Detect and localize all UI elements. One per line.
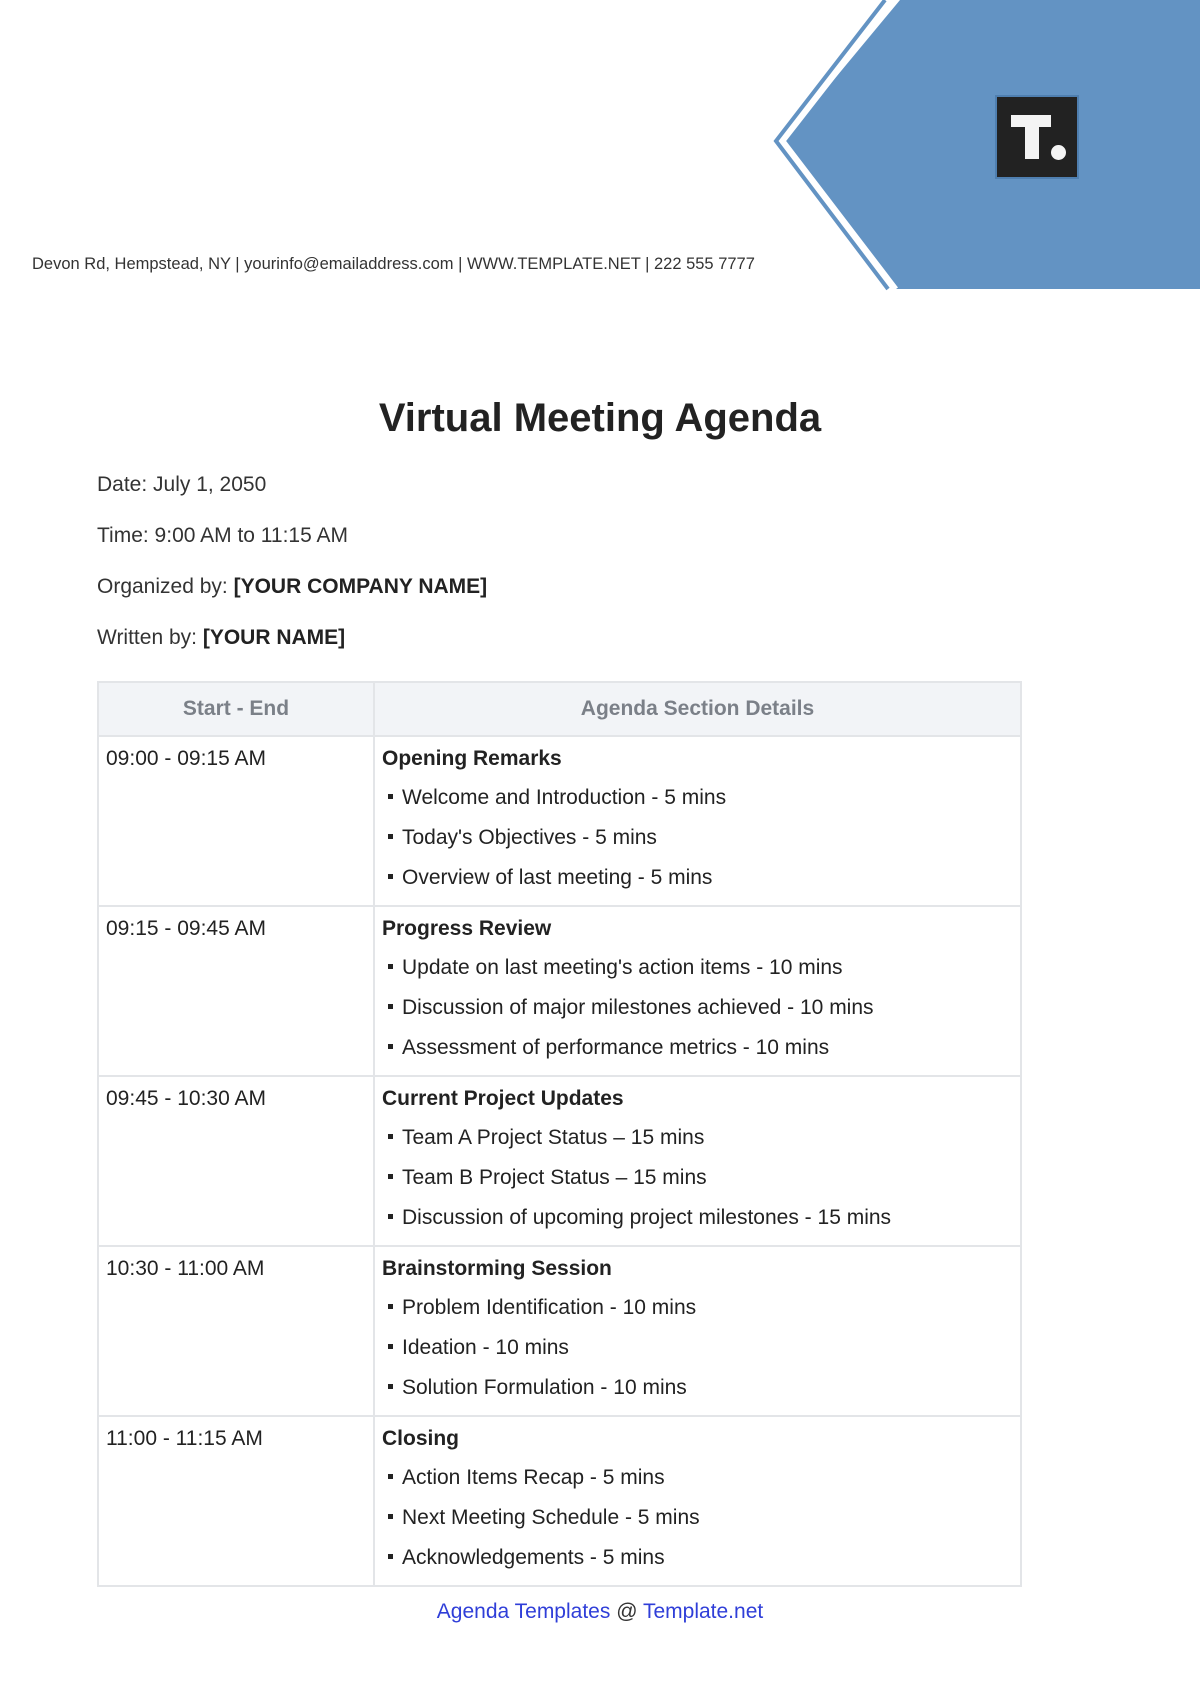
- time-cell: 09:45 - 10:30 AM: [98, 1076, 374, 1246]
- time-cell: 09:15 - 09:45 AM: [98, 906, 374, 1076]
- list-item: Solution Formulation - 10 mins: [388, 1375, 1013, 1400]
- details-cell: [374, 1246, 1021, 1416]
- organized-value: [YOUR COMPANY NAME]: [233, 575, 488, 598]
- list-item: Next Meeting Schedule - 5 mins: [388, 1505, 1013, 1530]
- table-row: [98, 906, 1021, 1076]
- agenda-table: [97, 681, 1022, 1587]
- written-value: [YOUR NAME]: [202, 626, 346, 649]
- contact-info: Devon Rd, Hempstead, NY | yourinfo@emailaddress.com | WWW.TEMPLATE.NET | 222 555 7777: [32, 255, 755, 273]
- list-item: Acknowledgements - 5 mins: [388, 1545, 1013, 1570]
- template-net-link[interactable]: Template.net: [642, 1600, 764, 1623]
- table-row: [98, 1246, 1021, 1416]
- table-row: [98, 1416, 1021, 1586]
- section-title: Current Project Updates: [382, 1087, 624, 1110]
- list-item: Action Items Recap - 5 mins: [388, 1465, 1013, 1490]
- list-item: Discussion of upcoming project milestones - 15 mins: [388, 1205, 1013, 1230]
- table-row: [98, 1076, 1021, 1246]
- section-title: Opening Remarks: [382, 747, 562, 770]
- time-cell: 10:30 - 11:00 AM: [98, 1246, 374, 1416]
- page-title: Virtual Meeting Agenda: [378, 396, 822, 440]
- details-cell: [374, 736, 1021, 906]
- list-item: Discussion of major milestones achieved - 10 mins: [388, 995, 1013, 1020]
- details-cell: [374, 906, 1021, 1076]
- section-title: Brainstorming Session: [382, 1257, 612, 1280]
- list-item: Ideation - 10 mins: [388, 1335, 1013, 1360]
- list-item: Today's Objectives - 5 mins: [388, 825, 1013, 850]
- header-section-details: Agenda Section Details: [374, 682, 1021, 736]
- section-title: Progress Review: [382, 917, 552, 940]
- organized-label: Organized by:: [97, 575, 228, 598]
- written-by: [97, 626, 345, 650]
- footer: [0, 1600, 1200, 1624]
- written-label: Written by:: [97, 626, 197, 649]
- list-item: Overview of last meeting - 5 mins: [388, 865, 1013, 890]
- meeting-date: Date: July 1, 2050: [97, 473, 267, 496]
- section-title: Closing: [382, 1427, 459, 1450]
- list-item: Team A Project Status – 15 mins: [388, 1125, 1013, 1150]
- list-item: Update on last meeting's action items - 10 mins: [388, 955, 1013, 980]
- table-row: [98, 736, 1021, 906]
- agenda-templates-link[interactable]: Agenda Templates: [436, 1600, 611, 1623]
- header-start-end: Start - End: [98, 682, 374, 736]
- company-logo: [995, 95, 1079, 179]
- organized-by: [97, 575, 487, 599]
- meeting-time: Time: 9:00 AM to 11:15 AM: [97, 524, 348, 547]
- details-cell: [374, 1416, 1021, 1586]
- list-item: Welcome and Introduction - 5 mins: [388, 785, 1013, 810]
- details-cell: [374, 1076, 1021, 1246]
- time-cell: 09:00 - 09:15 AM: [98, 736, 374, 906]
- list-item: Assessment of performance metrics - 10 mins: [388, 1035, 1013, 1060]
- list-item: Team B Project Status – 15 mins: [388, 1165, 1013, 1190]
- list-item: Problem Identification - 10 mins: [388, 1295, 1013, 1320]
- time-cell: 11:00 - 11:15 AM: [98, 1416, 374, 1586]
- footer-separator: @: [610, 1600, 643, 1623]
